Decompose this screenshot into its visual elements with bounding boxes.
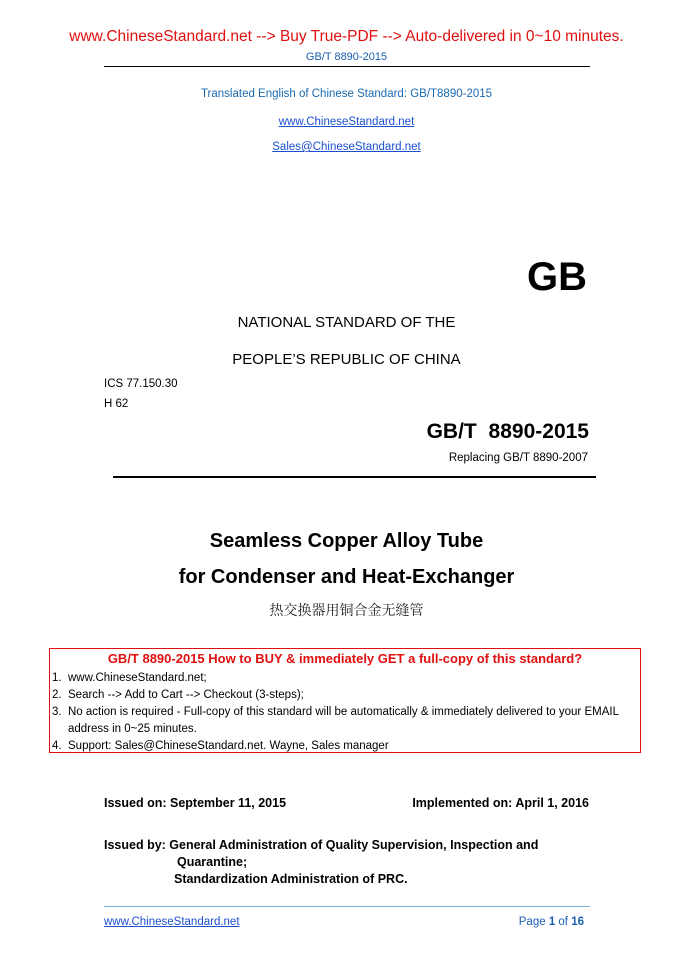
header-divider <box>104 66 590 67</box>
buy-step-text: No action is required - Full-copy of this standard will be automatically & immediately delivered to your EMAIL address in 0~25 minutes. <box>68 706 619 735</box>
footer-divider <box>104 906 590 907</box>
buy-steps-list <box>52 670 637 755</box>
buy-step-text: Support: Sales@ChineseStandard.net. Wayne, Sales manager <box>68 740 389 752</box>
standard-code: GB/T 8890-2015 <box>426 420 589 443</box>
buy-step <box>52 738 637 755</box>
issuer-line3: Standardization Administration of PRC. <box>174 872 408 886</box>
top-banner: www.ChineseStandard.net --> Buy True-PDF --> Auto-delivered in 0~10 minutes. <box>69 28 624 45</box>
email-link-wrapper <box>0 137 693 155</box>
buy-step <box>52 704 637 738</box>
buy-step-text: www.ChineseStandard.net; <box>68 672 207 684</box>
page-number <box>519 916 584 928</box>
page-of: of <box>555 916 572 928</box>
issuer-block <box>104 837 538 888</box>
buy-step-number: 1. <box>52 672 62 684</box>
page-total: 16 <box>571 916 584 928</box>
buy-heading: GB/T 8890-2015 How to BUY & immediately GET a full-copy of this standard? <box>107 651 583 666</box>
buy-info-box <box>49 648 641 753</box>
buy-step-text: Search --> Add to Cart --> Checkout (3-steps); <box>68 689 304 701</box>
email-link[interactable]: Sales@ChineseStandard.net <box>272 141 421 153</box>
buy-step-number: 2. <box>52 689 62 701</box>
title-divider <box>113 476 596 478</box>
title-line1: Seamless Copper Alloy Tube <box>209 530 484 552</box>
issued-on-date: Issued on: September 11, 2015 <box>104 796 287 810</box>
buy-step-number: 3. <box>52 706 62 718</box>
replacing-note: Replacing GB/T 8890-2007 <box>448 452 588 464</box>
gb-mark: GB <box>527 255 587 299</box>
national-standard-line2: PEOPLE’S REPUBLIC OF CHINA <box>232 351 461 368</box>
translated-notice: Translated English of Chinese Standard: GB/T8890-2015 <box>200 88 493 100</box>
site-link-wrapper <box>0 112 693 130</box>
ics-code: ICS 77.150.30 <box>104 378 178 390</box>
buy-step <box>52 687 637 704</box>
classification-code: H 62 <box>104 398 129 410</box>
header-standard-code: GB/T 8890-2015 <box>305 51 388 63</box>
buy-step-number: 4. <box>52 740 62 752</box>
site-link[interactable]: www.ChineseStandard.net <box>278 116 415 128</box>
title-line2: for Condenser and Heat-Exchanger <box>178 566 515 588</box>
footer-site-link[interactable]: www.ChineseStandard.net <box>104 916 240 928</box>
page-current: 1 <box>548 916 556 928</box>
issuer-line1: Issued by: General Administration of Quality Supervision, Inspection and <box>104 838 539 852</box>
issuer-line2: Quarantine; <box>177 855 248 869</box>
buy-step <box>52 670 637 687</box>
title-chinese: 热交换器用铜合金无缝管 <box>269 603 424 619</box>
page-prefix: Page <box>518 916 549 928</box>
implemented-on-date: Implemented on: April 1, 2016 <box>412 796 589 810</box>
national-standard-line1: NATIONAL STANDARD OF THE <box>237 314 456 331</box>
